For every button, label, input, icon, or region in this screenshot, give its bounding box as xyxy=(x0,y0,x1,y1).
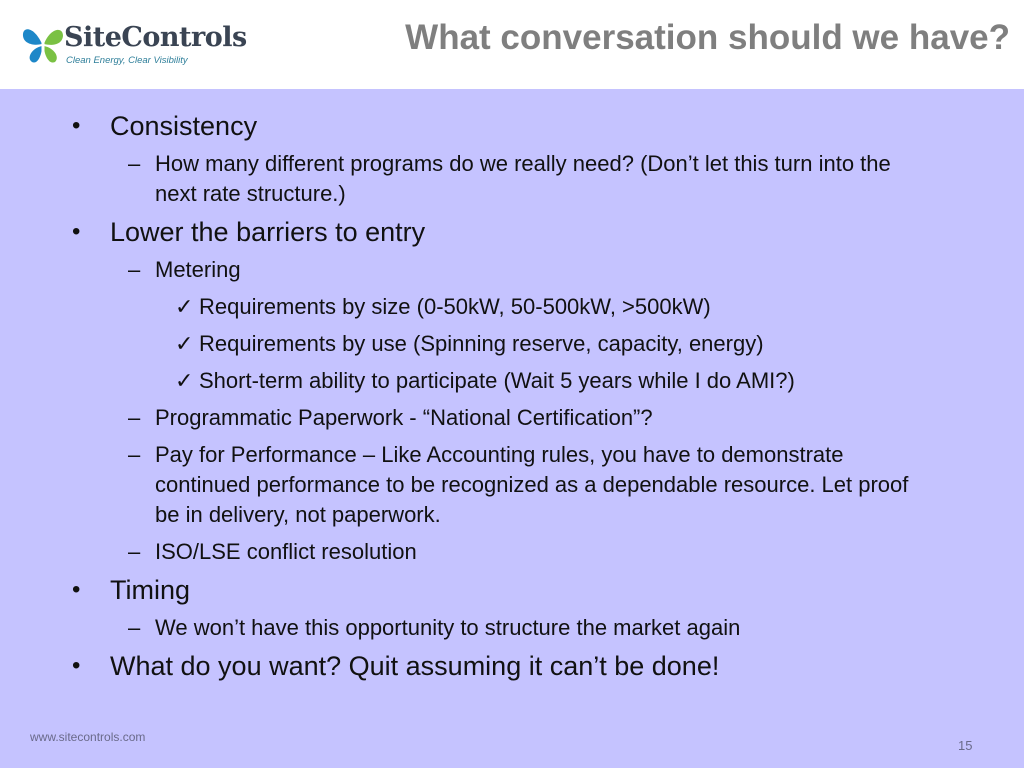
dash-marker: – xyxy=(128,405,141,430)
check-item-text: Requirements by size (0-50kW, 50-500kW, >500kW) xyxy=(199,294,711,319)
bullet-item xyxy=(72,216,930,248)
check-item xyxy=(175,329,959,359)
dash-marker: – xyxy=(128,257,141,282)
dash-marker: – xyxy=(128,442,141,467)
bullet-text: Lower the barriers to entry xyxy=(110,217,426,247)
bullet-marker: • xyxy=(72,218,81,245)
slide-title: What conversation should we have? xyxy=(405,18,1010,57)
bullet-text: Timing xyxy=(110,575,191,605)
bullet-item xyxy=(72,574,930,606)
page-number: 15 xyxy=(958,738,973,753)
checkmark-icon: ✓ xyxy=(175,368,194,393)
slide-body xyxy=(0,110,1024,689)
check-item-text: Requirements by use (Spinning reserve, capacity, energy) xyxy=(199,331,764,356)
sub-bullet-text: We won’t have this opportunity to structure the market again xyxy=(155,615,741,640)
logo-tagline: Clean Energy, Clear Visibility xyxy=(66,55,188,66)
bullet-marker: • xyxy=(72,112,81,139)
check-item-text: Short-term ability to participate (Wait 5 years while I do AMI?) xyxy=(199,368,795,393)
bullet-text: Consistency xyxy=(110,111,258,141)
sub-bullet-item xyxy=(128,255,915,285)
sub-bullet-text: ISO/LSE conflict resolution xyxy=(155,539,417,564)
sub-bullet-item xyxy=(128,440,915,530)
bullet-marker: • xyxy=(72,652,81,679)
sitecontrols-logo xyxy=(20,22,260,68)
check-item xyxy=(175,366,959,396)
sub-bullet-text: How many different programs do we really need? (Don’t let this turn into the next rate structure.) xyxy=(155,151,891,206)
dash-marker: – xyxy=(128,539,141,564)
butterfly-logo-icon xyxy=(20,24,66,66)
bullet-marker: • xyxy=(72,576,81,603)
sub-bullet-text: Pay for Performance – Like Accounting rules, you have to demonstrate continued performance to be recognized as a dependable resource. Let proof be in delivery, not paperwork. xyxy=(155,442,909,527)
slide-header xyxy=(0,0,1024,89)
check-item xyxy=(175,292,959,322)
sub-bullet-item xyxy=(128,613,915,643)
bullet-item xyxy=(72,650,930,682)
bullet-text: What do you want? Quit assuming it can’t be done! xyxy=(110,651,720,681)
checkmark-icon: ✓ xyxy=(175,331,194,356)
sub-bullet-text: Metering xyxy=(155,257,241,282)
checkmark-icon: ✓ xyxy=(175,294,194,319)
sub-bullet-text: Programmatic Paperwork - “National Certification”? xyxy=(155,405,653,430)
bullet-item xyxy=(72,110,930,142)
sub-bullet-item xyxy=(128,149,915,209)
logo-wordmark: SiteControls xyxy=(64,22,247,53)
footer-url: www.sitecontrols.com xyxy=(30,730,146,744)
dash-marker: – xyxy=(128,151,141,176)
sub-bullet-item xyxy=(128,537,915,567)
sub-bullet-item xyxy=(128,403,915,433)
dash-marker: – xyxy=(128,615,141,640)
